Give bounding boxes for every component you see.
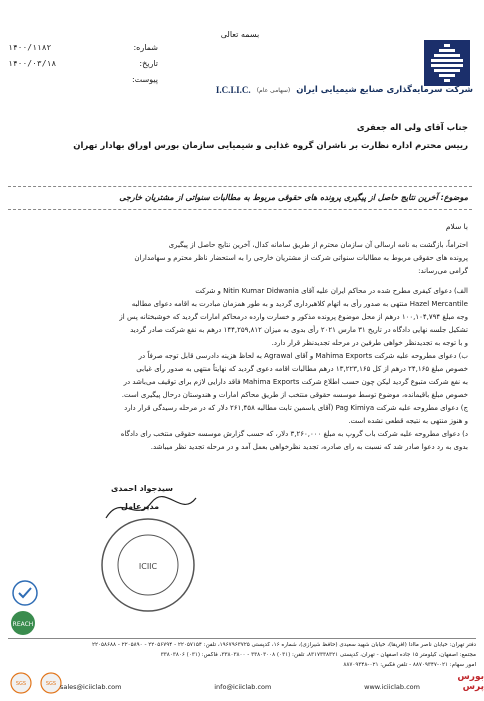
sgs-text-2: SGS	[45, 681, 57, 687]
addressee-name: جناب آقای ولی اله جعفری	[356, 123, 468, 133]
compliant-company-badge	[12, 580, 38, 606]
attachment-row	[8, 72, 158, 88]
number-label: شماره:	[133, 43, 158, 52]
footer-website[interactable]: www.iciiclab.com	[364, 683, 420, 691]
body-line-3: گرامی می‌رساند:	[418, 267, 468, 275]
basmala: بسمه تعالی	[220, 30, 260, 39]
company-reg: (سهامی عام)	[256, 86, 291, 94]
date-value: ۱۴۰۰/۰۳/۱۸	[8, 59, 57, 68]
letter-meta	[8, 40, 158, 88]
body-line-6: وجه مبلغ ۱۰۰,۱۰۴,۷۹۴ درهم از محل موضوع پرونده مذکور و خسارت وارده درمحاکم امارات گردید که خوشبختانه پس از	[119, 313, 468, 321]
number-row	[8, 40, 158, 56]
signatory-name: سیدجواد احمدی	[111, 484, 173, 493]
date-label: تاریخ:	[139, 59, 158, 68]
body-line-8: و با توجه به تجدیدنظر خواهی طرفین در مرحله تجدیدنظر قرار دارد.	[271, 339, 468, 347]
company-abbr: I.C.I.I.C.	[215, 85, 251, 95]
svg-text:ICIIC: ICIIC	[138, 562, 158, 571]
body-line-16: بدوی به رد دعوا صادر شد که نسبت به رای صادره، تجدید نظرخواهی بعمل آمد و در مرحله تجدید نظر میباشد.	[150, 443, 468, 451]
reach-badge	[10, 610, 36, 636]
footer-divider	[8, 638, 476, 639]
body-line-12: خصوص مبلغ باقیمانده، موضوع توسط موسسه حقوقی منتخب از طریق محاکم امارات و هندوستان درحال پیگیری است.	[121, 391, 468, 399]
sgs-text-1: SGS	[15, 681, 27, 687]
footer-isfahan-complex: مجتمع: اصفهان، کیلومتر ۱۵ جاده اصفهان - تهران، کدپستی ۸۳۱۷۳۳۸۳۲۱، تلفن: (۰۳۱) ۳۳۸۰۳۰۰۸ - ۳۳۸۰۳۸۰۰، فاکس: (۰۳۱) ۳۳۸۰۳۸۰۶	[160, 652, 476, 658]
footer-shares: امور سهام: ۰۲۱-۸۸۷۰۹۳۴۷ - تلفن فکس: ۰۲۱-۸۸۷۰۹۳۴۸	[343, 662, 476, 668]
company-name: شرکت سرمایه‌گذاری صنایع شیمیایی ایران	[296, 85, 473, 95]
footer-contacts	[60, 683, 420, 691]
number-value: ۱۴۰۰/۱۱۸۲	[8, 43, 52, 52]
body-line-9: ب) دعوای مطروحه علیه شرکت Mahima Exports و آقای Agrawal به لحاظ هزینه دادرسی قابل توجه صرفاً در	[138, 352, 468, 360]
body-line-2: پرونده های حقوقی مربوط به مطالبات سنواتی شرکت از مشتریان خارجی را به استحضار ناظر محترم و سهامداران	[134, 254, 468, 262]
body-line-11: به نفع شرکت متبوع گردید لیکن چون حسب اطلاع شرکت Mahima Exports فاقد دارایی لازم برای توقیف می‌باشد در	[123, 378, 468, 386]
attachment-label: پیوست:	[131, 75, 158, 84]
company-name-block	[215, 85, 473, 95]
greeting: با سلام	[445, 222, 468, 231]
body-line-15: د) دعوای مطروحه علیه شرکت باب گروپ به مبلغ ۳,۲۶۰,۰۰۰ دلار، که حسب گزارش موسسه حقوقی منتخب رای دادگاه	[120, 430, 468, 438]
body-line-7: تشکیل جلسه نهایی دادگاه در تاریخ ۳۱ مارس ۲۰۲۱ رأی بدوی به میزان ۱۴۴,۲۵۹,۸۱۲ درهم به نفع شرکت صادر گردید	[130, 326, 468, 334]
footer-sales-email[interactable]: sales@iciiclab.com	[60, 683, 122, 691]
date-row	[8, 56, 158, 72]
sgs-badge-2	[40, 672, 62, 694]
watermark: بورس پرس	[457, 672, 484, 692]
body-line-13: ج) دعوای مطروحه علیه شرکت Pag Kimiya (آقای یاسمین تابت مطالبه ۲۶۱,۴۵۸ دلار که در مرحله رسیدگی قرار دارد	[124, 404, 468, 412]
addressee-title: رییس محترم اداره نظارت بر ناشران گروه غذایی و شیمیایی سازمان بورس اوراق بهادار تهران	[73, 141, 468, 151]
footer-tehran-office: دفتر تهران: خیابان ناصر ماادا (آفریقا)، خیابان شهید سعیدی (حافظ شیرازی)، شماره ۱۶، کدپستی ۱۹۶۷۹۶۳۷۲۵، تلفن: ۲۲۰۵۷۱۵۴ - ۲۲۰۵۶۷۹۴ - ۲۲۰۵۸۹۰ - ۲۲۰۵۸۶۸۸	[92, 642, 476, 648]
body-line-4: الف) دعوای کیفری مطرح شده در محاکم ایران علیه آقای Nitin Kumar Didwania و شرکت	[195, 287, 468, 295]
subject-line: موضوع: آخرین نتایج حاصل از پیگیری پرونده های حقوقی مربوط به مطالبات سنواتی از مشتریان خارجی	[119, 193, 468, 202]
body-line-14: و هنوز منتهی به نتیجه قطعی نشده است.	[348, 417, 468, 425]
company-logo	[424, 40, 470, 86]
sgs-badge-1	[10, 672, 32, 694]
body-line-5: Hazel Mercantile منتهی به صدور رأی به اتهام کلاهبرداری گردید و به طور همزمان مبادرت به اقامه دعوای مطالبه	[131, 300, 468, 308]
footer-info-email[interactable]: info@iciiclab.com	[214, 683, 272, 691]
body-line-10: خصوص مبلغ ۲۴,۱۶۵ درهم از کل ۱۳,۲۲۳,۱۶۵ درهم مطالبات اقامه دعوی گردید که نهایتاً منتهی به صدور رأی غیابی	[136, 365, 468, 373]
company-stamp	[98, 515, 198, 615]
signatory-title: مدیرعامل	[120, 502, 160, 511]
reach-text: REACH	[12, 621, 34, 628]
body-line-1: احتراماً، بازگشت به نامه ارسالی آن سازمان محترم از طریق سامانه کدال، آخرین نتایج حاصل از پیگیری	[168, 241, 468, 249]
